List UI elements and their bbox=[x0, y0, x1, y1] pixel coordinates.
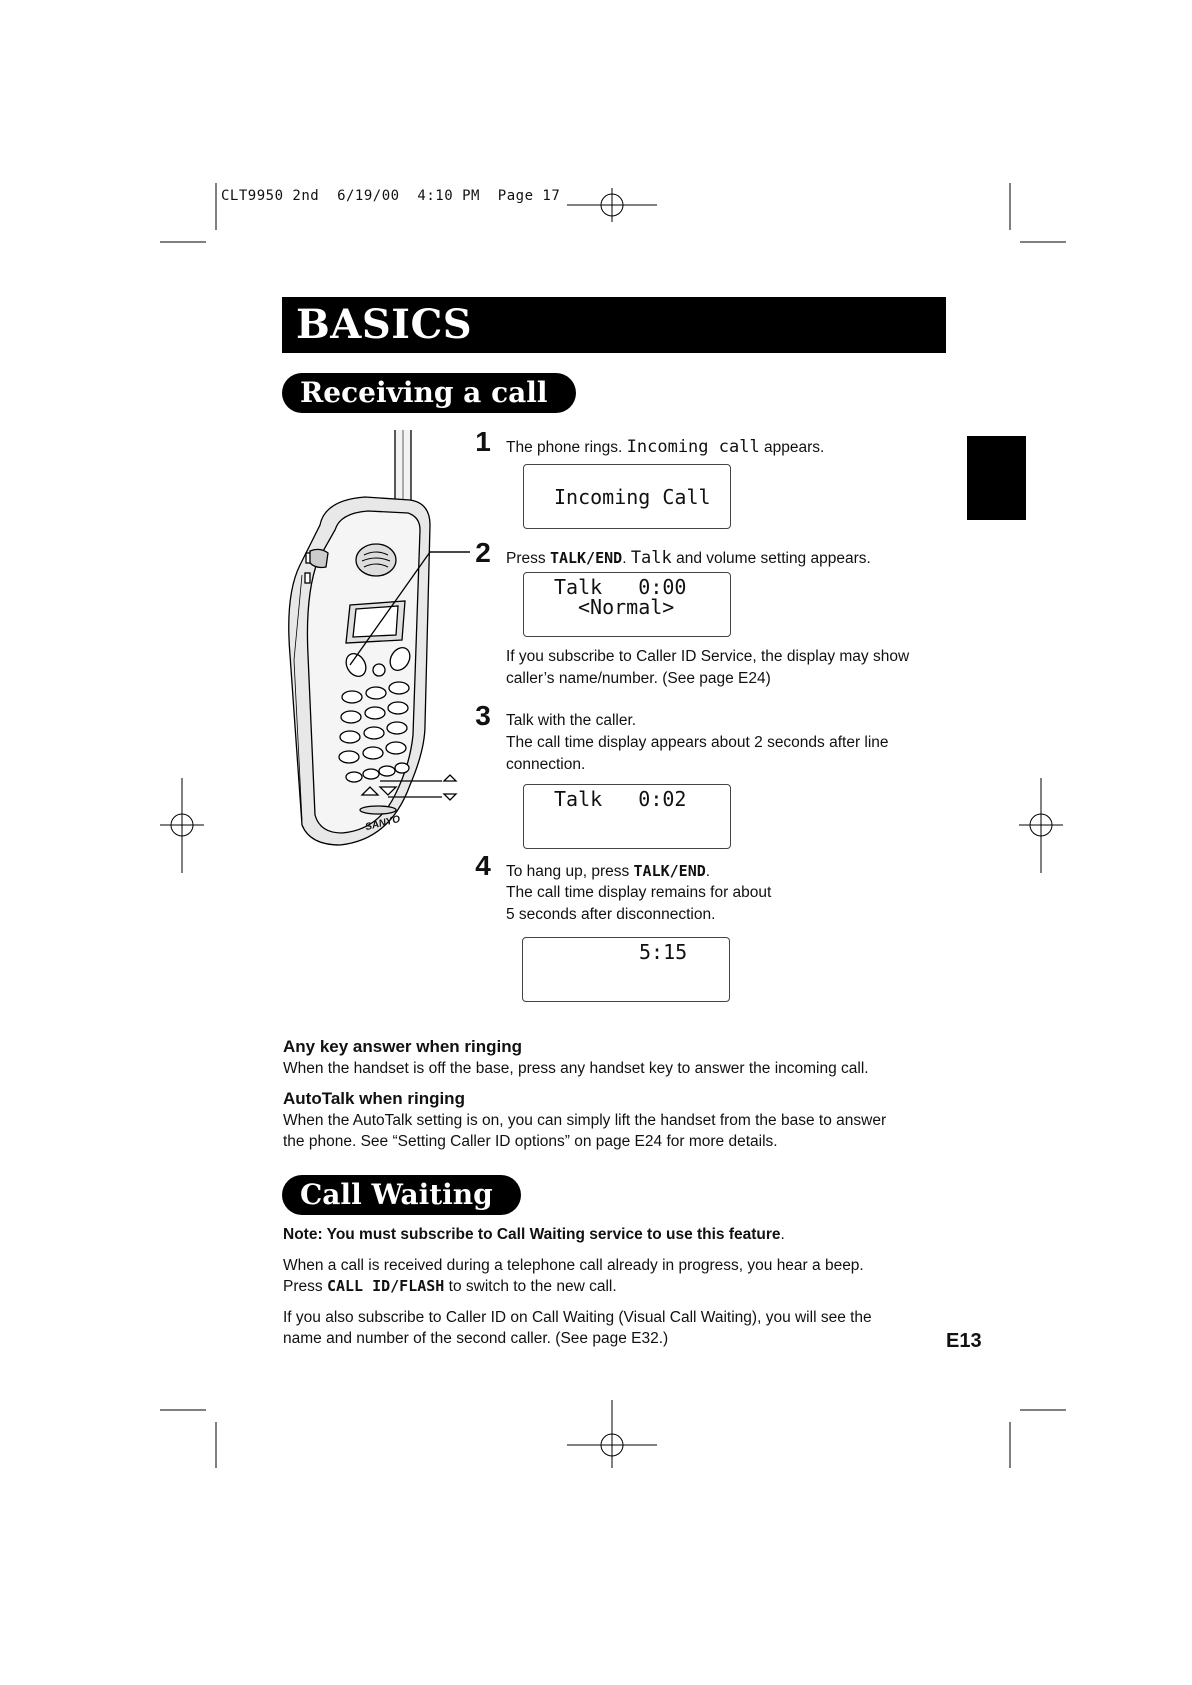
autotalk-heading: AutoTalk when ringing bbox=[283, 1089, 465, 1108]
step-4-post: . bbox=[705, 863, 711, 880]
lcd-display-incoming bbox=[523, 464, 731, 529]
pointer-line-step2 bbox=[430, 550, 470, 554]
call-waiting-p2-line-1: If you also subscribe to Caller ID on Call Waiting (Visual Call Waiting), you will see the bbox=[283, 1309, 872, 1326]
call-id-flash-key: CALL ID/FLASH bbox=[326, 1277, 445, 1295]
step-4-pre: To hang up, press bbox=[506, 863, 634, 880]
step-2-mid: . bbox=[622, 550, 631, 567]
step-2-note-line-2: caller’s name/number. (See page E24) bbox=[506, 670, 771, 687]
step-1-display-term: Incoming call bbox=[626, 437, 760, 457]
lcd-display-talk-normal bbox=[523, 572, 731, 637]
step-2-display-term: Talk bbox=[630, 548, 672, 568]
lcd-line: 5:15 bbox=[639, 940, 688, 964]
chapter-thumb-tab bbox=[967, 436, 1026, 520]
call-waiting-note bbox=[283, 1224, 785, 1245]
call-waiting-p1-line-2 bbox=[283, 1276, 617, 1297]
step-3-line-2: The call time display appears about 2 seconds after line bbox=[506, 734, 889, 751]
step-2-note-line-1: If you subscribe to Caller ID Service, the display may show bbox=[506, 648, 910, 665]
section-title-call-waiting: Call Waiting bbox=[282, 1175, 521, 1215]
any-key-text: When the handset is off the base, press any handset key to answer the incoming call. bbox=[283, 1060, 869, 1077]
step-4-line-2: The call time display remains for about bbox=[506, 884, 772, 901]
step-4-line-3: 5 seconds after disconnection. bbox=[506, 906, 716, 923]
call-waiting-p1-line-1: When a call is received during a telephone call already in progress, you hear a beep. bbox=[283, 1257, 864, 1274]
page-number: E13 bbox=[946, 1330, 982, 1352]
lcd-display-call-duration bbox=[522, 937, 730, 1002]
chapter-banner: BASICS bbox=[282, 297, 946, 353]
step-2-key: TALK/END bbox=[549, 549, 623, 567]
step-1-pre: The phone rings. bbox=[506, 439, 627, 456]
section-title-receiving: Receiving a call bbox=[282, 373, 576, 413]
step-3-line-3: connection. bbox=[506, 756, 586, 773]
call-waiting-note-text: Note: You must subscribe to Call Waiting service to use this feature bbox=[283, 1226, 781, 1243]
step-number-4: 4 bbox=[475, 850, 491, 881]
step-2-pre: Press bbox=[506, 550, 550, 567]
autotalk-line-1: When the AutoTalk setting is on, you can simply lift the handset from the base to answer bbox=[283, 1112, 887, 1129]
step-4-key: TALK/END bbox=[633, 862, 706, 880]
lcd-display-talk-time bbox=[523, 784, 731, 849]
print-slug-line: CLT9950 2nd 6/19/00 4:10 PM Page 17 bbox=[221, 188, 561, 204]
step-3-line-1: Talk with the caller. bbox=[506, 712, 637, 729]
call-waiting-p1-post: to switch to the new call. bbox=[444, 1278, 617, 1295]
lcd-line: Talk 0:02 bbox=[554, 787, 687, 811]
autotalk-line-2: the phone. See “Setting Caller ID options” on page E24 for more details. bbox=[283, 1133, 778, 1150]
step-1-text bbox=[506, 436, 824, 459]
step-1-post: appears. bbox=[759, 439, 825, 456]
step-number-3: 3 bbox=[475, 700, 491, 731]
lcd-line: <Normal> bbox=[578, 595, 675, 619]
step-2-post: and volume setting appears. bbox=[671, 550, 871, 567]
step-2-text bbox=[506, 547, 871, 570]
handset-illustration bbox=[280, 425, 470, 855]
step-number-2: 2 bbox=[475, 537, 491, 568]
step-number-1: 1 bbox=[475, 426, 491, 457]
step-4-line-1 bbox=[506, 860, 710, 883]
call-waiting-p2-line-2: name and number of the second caller. (See page E32.) bbox=[283, 1330, 669, 1347]
handset-brand-label: SANYO bbox=[364, 813, 402, 834]
call-waiting-note-end: . bbox=[780, 1226, 785, 1243]
lcd-line: Talk 0:00 bbox=[554, 575, 687, 599]
any-key-heading: Any key answer when ringing bbox=[283, 1037, 523, 1056]
call-waiting-p1-pre: Press bbox=[283, 1278, 327, 1295]
lcd-line: Incoming Call bbox=[554, 485, 711, 509]
